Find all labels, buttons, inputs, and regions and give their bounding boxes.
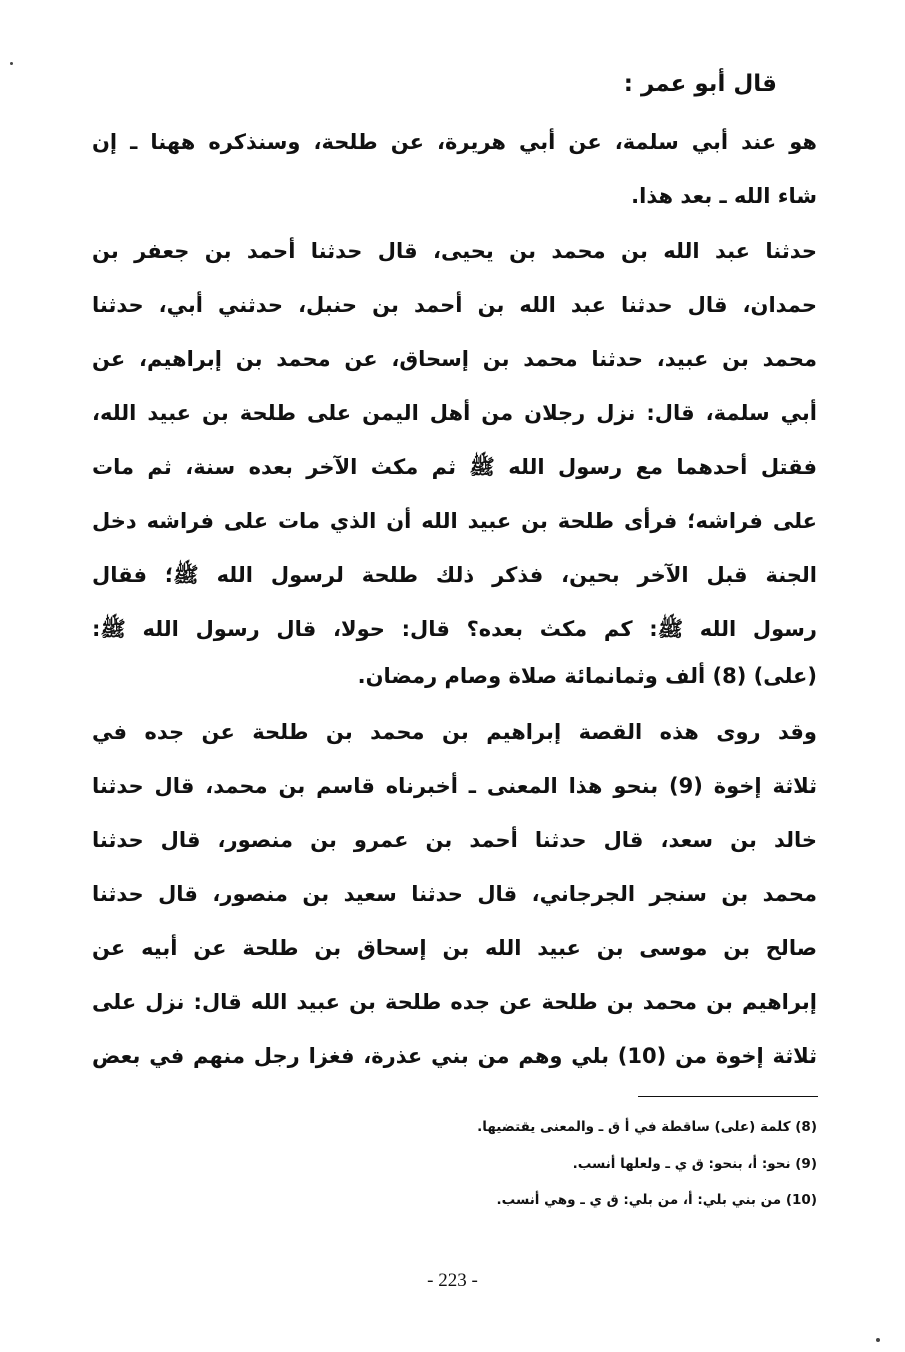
text-line: أبي سلمة، قال: نزل رجلان من أهل اليمن على طلحة بن عبيد الله، (92, 401, 817, 425)
text-line: الجنة قبل الآخر بحين، فذكر ذلك طلحة لرسول الله ﷺ؛ فقال (92, 563, 817, 587)
section-heading: قال أبو عمر : (623, 71, 777, 97)
text-line: إبراهيم بن محمد بن طلحة عن جده طلحة بن عبيد الله قال: نزل على (92, 990, 817, 1014)
text-line: ثلاثة إخوة (9) بنحو هذا المعنى ـ أخبرناه قاسم بن محمد، قال حدثنا (92, 774, 817, 798)
text-line: خالد بن سعد، قال حدثنا أحمد بن عمرو بن منصور، قال حدثنا (92, 828, 817, 852)
text-line: على فراشه؛ فرأى طلحة بن عبيد الله أن الذي مات على فراشه دخل (92, 509, 817, 533)
text-line: حدثنا عبد الله بن محمد بن يحيى، قال حدثنا أحمد بن جعفر بن (92, 239, 817, 263)
text-line: ثلاثة إخوة من (10) بلي وهم من بني عذرة، فغزا رجل منهم في بعض (92, 1044, 817, 1068)
footnote-10: (10) من بني بلي: أ، من بلي: ق ي ـ وهي أنسب. (496, 1192, 817, 1208)
scan-speck (10, 62, 13, 65)
text-line: هو عند أبي سلمة، عن أبي هريرة، عن طلحة، وسنذكره ههنا ـ إن (92, 130, 817, 154)
text-line: محمد بن عبيد، حدثنا محمد بن إسحاق، عن محمد بن إبراهيم، عن (92, 347, 817, 371)
page-number: - 223 - (427, 1270, 478, 1291)
scan-speck (876, 1338, 880, 1342)
text-line: (على) (8) ألف وثمانمائة صلاة وصام رمضان. (357, 664, 817, 688)
text-line: فقتل أحدهما مع رسول الله ﷺ ثم مكث الآخر بعده سنة، ثم مات (92, 455, 817, 479)
text-line: محمد بن سنجر الجرجاني، قال حدثنا سعيد بن منصور، قال حدثنا (92, 882, 817, 906)
text-line: حمدان، قال حدثنا عبد الله بن أحمد بن حنبل، حدثني أبي، حدثنا (92, 293, 817, 317)
footnote-separator (638, 1096, 818, 1097)
text-line: شاء الله ـ بعد هذا. (631, 184, 817, 208)
text-line: صالح بن موسى بن عبيد الله بن إسحاق بن طلحة عن أبيه عن (92, 936, 817, 960)
text-line: رسول الله ﷺ: كم مكث بعده؟ قال: حولا، قال رسول الله ﷺ: (92, 617, 817, 641)
footnote-9: (9) نحو: أ، بنحو: ق ي ـ ولعلها أنسب. (572, 1156, 817, 1172)
footnote-8: (8) كلمة (على) ساقطة في أ ق ـ والمعنى يقتضيها. (477, 1119, 817, 1135)
text-line: وقد روى هذه القصة إبراهيم بن محمد بن طلحة عن جده في (92, 720, 817, 744)
